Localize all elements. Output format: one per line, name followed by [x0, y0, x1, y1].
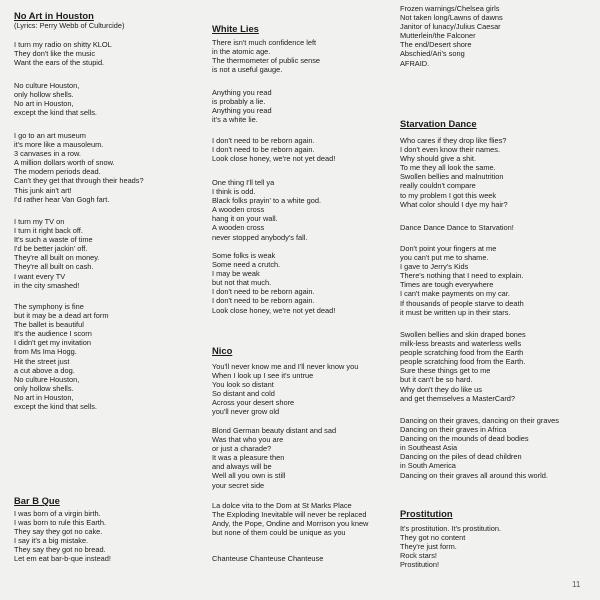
lyric-line: No culture Houston, — [14, 374, 80, 384]
lyric-line: No culture Houston, — [14, 81, 80, 90]
lyric-line: Dancing on their graves, dancing on their graves — [400, 416, 559, 425]
lyric-line: If thousands of people starve to death — [400, 298, 524, 308]
lyric-line: A million dollars worth of snow. — [14, 158, 115, 168]
lyric-line: Don't point your fingers at me — [400, 244, 497, 253]
lyric-line: There's nothing that I need to explain. — [400, 271, 524, 281]
lyric-line: but not that much. — [212, 278, 272, 288]
stanza — [14, 21, 124, 30]
lyric-line: Anything you read — [212, 106, 272, 116]
stanza — [212, 251, 335, 315]
lyric-line: Across your desert shore — [212, 398, 295, 408]
lyric-line: They don't like the music — [14, 49, 96, 59]
lyric-line: To me they all look the same. — [400, 163, 496, 173]
stanza — [400, 244, 524, 317]
lyric-line: in South America — [400, 461, 456, 471]
stanza — [400, 524, 501, 569]
lyric-line: Want the ears of the stupid. — [14, 58, 105, 68]
lyric-line: I turn my TV on — [14, 217, 65, 226]
stanza — [212, 178, 321, 242]
lyric-line: Can't they get that through their heads? — [14, 176, 144, 186]
lyric-line: They're all built on cash. — [14, 262, 94, 272]
stanza — [400, 223, 514, 232]
stanza — [212, 362, 358, 417]
lyric-line: I turn my radio on shitty KLOL — [14, 40, 112, 49]
lyric-line: I didn't get my invitation — [14, 338, 91, 348]
lyric-line: When I look up I see it's untrue — [212, 371, 314, 381]
lyric-line: it's a white lie. — [212, 115, 258, 125]
lyric-line: but it may be a dead art form — [14, 311, 109, 321]
lyric-line: never stopped anybody's fall. — [212, 232, 308, 242]
lyric-line: I'd be better jackin' off. — [14, 244, 88, 254]
lyric-line: You'll never know me and I'll never know you — [212, 362, 359, 371]
song-title-white-lies: White Lies — [212, 23, 259, 34]
song-title-prostitution: Prostitution — [400, 508, 453, 519]
lyric-line: Look close honey, we're not yet dead! — [212, 305, 336, 315]
lyric-line: You look so distant — [212, 380, 274, 390]
lyric-line: a cut above a dog. — [14, 365, 75, 375]
lyric-line: Dancing on the mounds of dead bodies — [400, 434, 529, 444]
lyric-line: One thing I'll tell ya — [212, 178, 275, 187]
stanza — [212, 38, 320, 74]
lyric-line: Janitor of lunacy/Julius Caesar — [400, 22, 501, 32]
lyric-line: I say it's a big mistake. — [14, 536, 89, 546]
lyric-line: It's prostitution. It's prostitution. — [400, 524, 501, 533]
lyric-line: 3 canvases in a row. — [14, 149, 81, 159]
lyric-line: you can't put me to shame. — [400, 253, 489, 263]
lyric-line: but it can't be so hard. — [400, 375, 473, 385]
lyric-line: I was born of a virgin birth. — [14, 509, 101, 518]
lyric-line: Rock stars! — [400, 551, 437, 561]
lyric-line: I don't need to be reborn again. — [212, 287, 315, 297]
lyric-line: from Ms Ima Hogg. — [14, 347, 77, 357]
stanza — [212, 88, 272, 124]
lyric-line: it must be written up in their stars. — [400, 307, 511, 317]
lyric-line: Why should give a shit. — [400, 154, 476, 164]
stanza — [212, 554, 323, 563]
lyric-line: The symphony is fine — [14, 302, 84, 311]
lyric-line: Dancing on the piles of dead children — [400, 452, 522, 462]
song-title-bar-b-que: Bar B Que — [14, 495, 60, 506]
lyric-line: except the kind that sells. — [14, 402, 97, 412]
lyric-line: I don't need to be reborn again. — [212, 136, 315, 145]
stanza — [14, 131, 144, 204]
lyric-line: in the city smashed! — [14, 280, 80, 290]
lyric-line: I want every TV — [14, 271, 66, 281]
lyric-line: It's the audience I scorn — [14, 329, 92, 339]
lyric-line: Prostitution! — [400, 560, 440, 570]
lyric-line: Mutterlein/the Falconer — [400, 31, 476, 41]
lyric-line: hang it on your wall. — [212, 214, 278, 224]
lyric-line: The thermometer of public sense — [212, 56, 321, 66]
lyric-line: and always will be — [212, 462, 272, 472]
stanza — [14, 302, 108, 411]
stanza — [14, 217, 100, 290]
lyric-line: Was that who you are — [212, 435, 284, 445]
lyric-line: It was a pleasure then — [212, 453, 285, 463]
lyric-line: No art in Houston, — [14, 99, 74, 109]
lyric-line: people scratching food from the Earth. — [400, 357, 526, 367]
lyric-line: Chanteuse Chanteuse Chanteuse — [212, 554, 324, 563]
lyric-line: it's more like a mausoleum. — [14, 140, 104, 150]
lyric-line: is not a useful gauge. — [212, 65, 283, 75]
stanza — [14, 509, 111, 564]
lyric-line: They're all built on money. — [14, 253, 100, 263]
lyric-line: but none of them could be unique as you — [212, 528, 346, 538]
lyric-line: in the atomic age. — [212, 47, 271, 57]
lyric-line: I'd rather hear Van Gogh fart. — [14, 194, 110, 204]
lyric-line: Dancing on their graves all around this world. — [400, 470, 548, 480]
lyric-line: La dolce vita to the Dom at St Marks Place — [212, 501, 352, 510]
lyric-line: Hit the street just — [14, 356, 70, 366]
stanza — [14, 40, 112, 67]
lyric-line: Not taken long/Lawns of dawns — [400, 13, 503, 23]
lyric-line: So distant and cold — [212, 389, 275, 399]
lyric-line: The ballet is beautiful — [14, 320, 84, 330]
stanza — [400, 4, 503, 68]
song-title-starvation-dance: Starvation Dance — [400, 118, 477, 129]
lyric-line: Dancing on their graves in Africa — [400, 425, 507, 435]
lyric-line: Look close honey, we're not yet dead! — [212, 154, 336, 164]
lyric-line: Abschied/Ari's song — [400, 49, 465, 59]
lyric-line: No art in Houston, — [14, 392, 74, 402]
lyric-line: Who cares if they drop like flies? — [400, 136, 507, 145]
lyric-line: milk-less breasts and waterless wells — [400, 339, 522, 349]
lyric-line: The Exploding Inevitable will never be replaced — [212, 510, 367, 520]
lyric-line: you'll never grow old — [212, 407, 280, 417]
lyric-line: They say they got no cake. — [14, 527, 103, 537]
lyric-line: AFRAID. — [400, 58, 430, 68]
stanza — [400, 330, 526, 403]
lyric-line: I turn it right back off. — [14, 226, 83, 236]
lyric-line: What color should I dye my hair? — [400, 199, 508, 209]
lyric-line: Sure these things get to me — [400, 366, 491, 376]
lyric-line: and get themselves a MasterCard? — [400, 393, 516, 403]
lyric-line: There isn't much confidence left — [212, 38, 317, 47]
page-number: 11 — [572, 580, 581, 589]
lyric-line: Let em eat bar-b-que instead! — [14, 554, 111, 564]
stanza — [400, 416, 559, 480]
lyric-line: I don't need to be reborn again. — [212, 296, 315, 306]
lyric-line: Black folks prayin' to a white god. — [212, 196, 322, 206]
lyric-line: The end/Desert shore — [400, 40, 472, 50]
lyric-line: Swollen bellies and skin draped bones — [400, 330, 526, 339]
stanza — [400, 136, 508, 209]
lyric-line: The modern periods dead. — [14, 167, 101, 177]
lyric-line: I can't make payments on my car. — [400, 289, 510, 299]
lyric-line: Well all you own is still — [212, 471, 286, 481]
lyric-line: Blond German beauty distant and sad — [212, 426, 337, 435]
lyric-line: Dance Dance Dance to Starvation! — [400, 223, 514, 232]
lyric-line: They're just form. — [400, 542, 457, 552]
lyric-line: I think is odd. — [212, 187, 256, 197]
lyric-line: people scratching food from the Earth — [400, 348, 524, 358]
lyric-line: your secret side — [212, 480, 265, 490]
lyric-line: I was born to rule this Earth. — [14, 518, 107, 528]
lyric-line: Some folks is weak — [212, 251, 276, 260]
lyric-line: is probably a lie. — [212, 97, 266, 107]
lyric-line: to my problem I got this week — [400, 190, 497, 200]
lyric-line: really couldn't compare — [400, 181, 476, 191]
song-title-no-art-in-houston: No Art in Houston — [14, 10, 94, 21]
lyric-line: It's such a waste of time — [14, 235, 93, 245]
lyric-line: only hollow shells. — [14, 383, 74, 393]
lyric-line: only hollow shells. — [14, 90, 74, 100]
lyric-line: Why don't they do like us — [400, 384, 482, 394]
lyric-line: Swollen bellies and malnutrition — [400, 172, 504, 182]
lyric-line: They say they got no bread. — [14, 545, 106, 555]
lyric-line: A wooden cross — [212, 223, 265, 233]
lyric-line: Frozen warnings/Chelsea girls — [400, 4, 500, 13]
lyric-line: I don't need to be reborn again. — [212, 145, 315, 155]
stanza — [212, 426, 336, 490]
stanza — [14, 81, 97, 117]
lyric-line: Some need a crutch. — [212, 260, 281, 270]
lyric-line: in Southeast Asia — [400, 443, 458, 453]
lyric-line: Andy, the Pope, Ondine and Morrison you knew — [212, 519, 369, 529]
lyric-line: They got no content — [400, 533, 466, 543]
stanza — [212, 136, 335, 163]
lyric-line: I gave to Jerry's Kids — [400, 262, 469, 272]
lyric-line: Times are tough everywhere — [400, 280, 494, 290]
lyric-line: (Lyrics: Perry Webb of Culturcide) — [14, 21, 125, 30]
lyric-line: I don't even know their names. — [400, 145, 501, 155]
lyric-line: Anything you read — [212, 88, 272, 97]
lyric-line: This junk ain't art! — [14, 185, 72, 195]
lyric-line: except the kind that sells. — [14, 108, 97, 118]
stanza — [212, 501, 368, 537]
lyric-line: A wooden cross — [212, 205, 265, 215]
song-title-nico: Nico — [212, 345, 233, 356]
lyric-line: or just a charade? — [212, 444, 272, 454]
lyric-line: I may be weak — [212, 269, 260, 279]
lyric-line: I go to an art museum — [14, 131, 86, 140]
